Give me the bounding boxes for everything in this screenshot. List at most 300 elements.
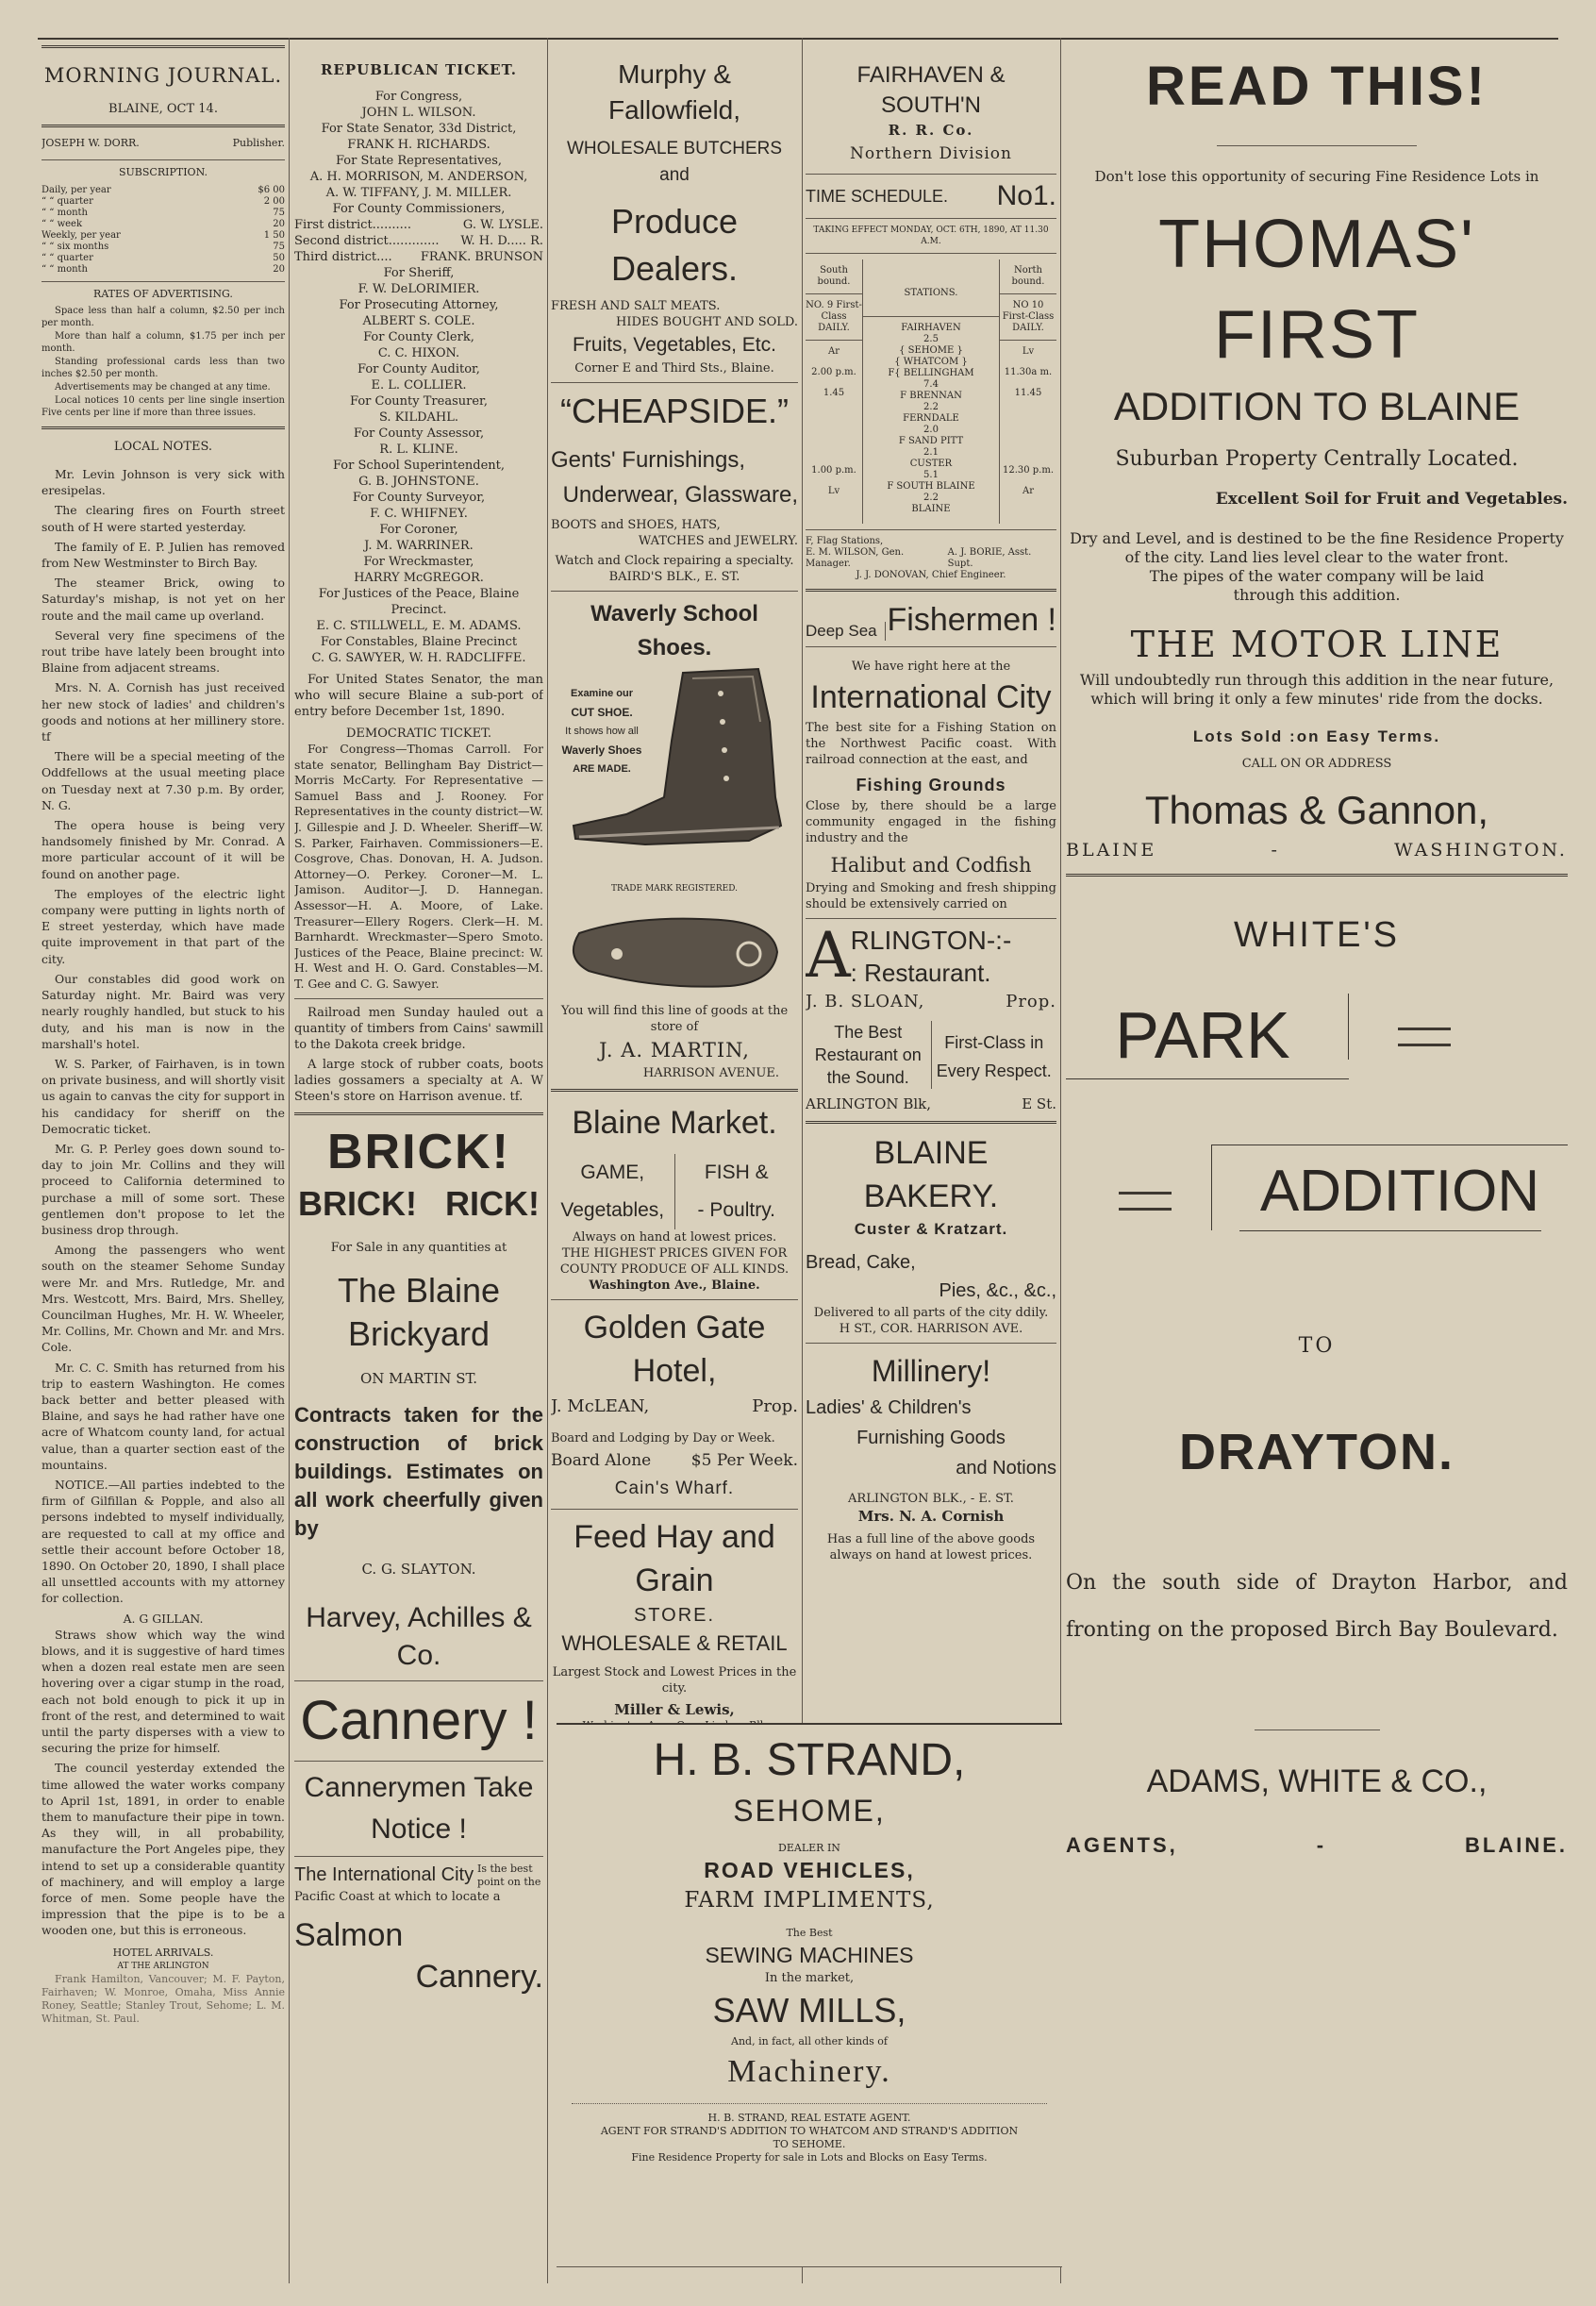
feed-firm: Miller & Lewis, xyxy=(614,1701,735,1718)
fishermen-drying: Drying and Smoking and fresh shipping should be extensively carried on xyxy=(806,881,1056,911)
ticket-line: ALBERT S. COLE. xyxy=(362,314,475,328)
local-note: Mr. G. P. Perley goes down sound to-day to join Mr. Collins and they will proceed to California determined to purchase a mill of some sort. These gentlemen don't propose to let the business drop through. xyxy=(42,1141,285,1237)
rule xyxy=(42,159,285,160)
cheapside-line3: BOOTS and SHOES, HATS, xyxy=(551,518,721,532)
strand-fact: And, in fact, all other kinds of xyxy=(731,2035,888,2047)
ticket-line: For Wreckmaster, xyxy=(363,555,474,569)
waverly-shoe-ad xyxy=(551,665,798,882)
subscription-label: “ “ quarter xyxy=(42,196,93,207)
local-note: Among the passengers who went south on the steamer Sehome Sunday were Mr. and Mrs. Rutledge, Mr. and Mrs. Westcott, Mrs. Baird, Mrs. Shelley, Councilman Hughes, Mr. H. W. Wheeler, Mr. Collins, Mr. Chown and Mr. and Mrs. Cole. xyxy=(42,1243,285,1355)
timetable-time xyxy=(1000,409,1056,465)
waverly-shows: It shows how all xyxy=(565,726,639,737)
blaine-market-right xyxy=(675,1154,799,1229)
strand-agent-2: AGENT FOR STRAND'S ADDITION TO WHATCOM AND STRAND'S ADDITION TO SEHOME. xyxy=(600,2125,1019,2150)
thomas-city-left: BLAINE xyxy=(1066,840,1157,861)
fishermen-close: Close by, there should be a large community engaged in the fishing industry and the xyxy=(806,799,1056,845)
bakery-pies: Pies, &c., &c., xyxy=(939,1280,1056,1301)
golden-gate-price: $5 Per Week. xyxy=(690,1451,798,1470)
ticket-line: For Constables, Blaine Precinct xyxy=(320,635,518,649)
masthead-dateline: BLAINE, OCT 14. xyxy=(108,102,218,116)
feed-stock: Largest Stock and Lowest Prices in the city. xyxy=(552,1665,797,1696)
timetable-stations xyxy=(863,259,1000,524)
brick-owner: C. G. SLAYTON. xyxy=(361,1560,476,1578)
fishermen-title: Fishermen ! xyxy=(887,602,1056,638)
timetable-time: Ar xyxy=(1022,486,1034,496)
railroad-engineer: J. J. DONOVAN, Chief Engineer. xyxy=(856,570,1006,580)
subscription-price: 50 xyxy=(273,253,285,263)
subscription-row xyxy=(42,264,285,276)
thomas-first: THOMAS' FIRST xyxy=(1158,207,1475,373)
cheapside-line5: Watch and Clock repairing a specialty. xyxy=(555,554,794,568)
shoe-sole-illustration-icon xyxy=(551,895,798,999)
arlington-first-2: Every Respect. xyxy=(936,1061,1052,1080)
subscription-price: 20 xyxy=(273,264,285,275)
blaine-market-title: Blaine Market. xyxy=(572,1105,777,1141)
ticket-line: R. L. KLINE. xyxy=(379,443,458,457)
arlington-best-3: the Sound. xyxy=(826,1068,909,1087)
timetable-stations-head: STATIONS. xyxy=(904,288,958,298)
column-rule xyxy=(547,38,548,2283)
local-note: Several very fine specimens of the rout tribe have lately been brought into Blaine from adjacent streams. xyxy=(42,627,285,676)
cannery-intl-note: Is the best point on the xyxy=(477,1862,541,1888)
timetable-time: Ar xyxy=(827,346,840,357)
equals-sign-icon xyxy=(1119,1192,1172,1211)
golden-gate-wharf: Cain's Wharf. xyxy=(614,1479,735,1498)
column-5 xyxy=(1066,38,1568,2283)
strand-ad xyxy=(557,1723,1062,2267)
hotel-arrivals-sub: AT THE ARLINGTON xyxy=(117,1961,209,1971)
cannery-headline: Cannery ! xyxy=(300,1689,538,1751)
waverly-made: ARE MADE. xyxy=(573,763,631,775)
thomas-call: CALL ON OR ADDRESS xyxy=(1241,757,1392,771)
district-name: G. W. LYSLE. xyxy=(462,218,543,232)
ticket-line: J. M. WARRINER. xyxy=(364,539,474,553)
arlington-restaurant: : Restaurant. xyxy=(850,959,991,987)
timetable-south-times xyxy=(806,346,862,507)
waverly-find: You will find this line of goods at the store of xyxy=(560,1004,789,1034)
rates-list xyxy=(42,305,285,419)
strand-vehicles: ROAD VEHICLES, xyxy=(704,1858,915,1882)
ticket-line: For State Senator, 33d District, xyxy=(321,122,517,136)
rule xyxy=(551,591,798,592)
timetable-time: 2.00 p.m. xyxy=(811,367,856,377)
rule xyxy=(806,253,1056,254)
district-label: Third district.... xyxy=(294,250,392,264)
rates-title: RATES OF ADVERTISING. xyxy=(93,288,233,300)
rule xyxy=(42,426,285,429)
brick-headline: BRICK! xyxy=(327,1124,510,1179)
whites-addition: ADDITION xyxy=(1259,1159,1540,1224)
millinery-line3: and Notions xyxy=(956,1458,1056,1479)
waverly-dealer-address: HARRISON AVENUE. xyxy=(642,1066,779,1080)
strand-machinery: Machinery. xyxy=(727,2054,891,2089)
strand-sewing: SEWING MACHINES xyxy=(705,1943,914,1967)
cannery-cannery: Cannery. xyxy=(415,1958,543,1995)
ticket-line: F. W. DeLORIMIER. xyxy=(357,282,480,296)
strand-farm: FARM IMPLIMENTS, xyxy=(684,1888,935,1913)
whites-title: WHITE'S xyxy=(1233,915,1401,955)
timetable-station: FAIRHAVEN xyxy=(901,323,961,333)
subscription-price: 75 xyxy=(273,208,285,218)
subscription-title: SUBSCRIPTION. xyxy=(119,166,208,178)
timetable-station: F SAND PITT xyxy=(898,436,964,446)
hotel-arrivals-text: Frank Hamilton, Vancouver; M. F. Payton, Fairhaven; W. Monroe, Omaha, Miss Annie Roney, Seattle; Stanley Trout, Sehome; L. M. Whitman, St. Paul. xyxy=(42,1972,285,2025)
rate-item: Local notices 10 cents per line single insertion Five cents per line if more than three issues. xyxy=(42,395,285,418)
subscription-label: “ “ six months xyxy=(42,242,109,252)
rate-item: Space less than half a column, $2.50 per inch per month. xyxy=(42,306,285,328)
rule xyxy=(863,316,999,317)
whites-agents-left: AGENTS, xyxy=(1066,1833,1178,1857)
timetable-north-times xyxy=(1000,346,1056,507)
strand-fine: Fine Residence Property for sale in Lots and Blocks on Easy Terms. xyxy=(631,2151,988,2164)
timetable-time: 1.00 p.m. xyxy=(811,465,856,476)
notice-signature: A. G GILLAN. xyxy=(123,1611,204,1626)
timetable-station: F BRENNAN xyxy=(900,391,962,401)
ticket-line: F. C. WHIFNEY. xyxy=(370,507,468,521)
local-note: Mr. Levin Johnson is very sick with eresipelas. xyxy=(42,467,285,498)
millinery-title: Millinery! xyxy=(871,1354,991,1388)
subscription-price: 20 xyxy=(273,219,285,229)
arlington-prop: Prop. xyxy=(1006,992,1056,1011)
ticket-line: For County Auditor, xyxy=(357,362,480,376)
millinery-line2: Furnishing Goods xyxy=(856,1428,1006,1448)
blaine-market-prices: THE HIGHEST PRICES GIVEN FOR COUNTY PRODUCE OF ALL KINDS. xyxy=(559,1246,790,1277)
whites-drayton: DRAYTON. xyxy=(1178,1424,1455,1480)
waverly-title: Waverly School Shoes. xyxy=(590,601,758,660)
thomas-city-mid: - xyxy=(1271,840,1280,861)
commissioner-districts xyxy=(294,217,543,265)
strand-dealer: DEALER IN xyxy=(778,1842,840,1854)
district-row xyxy=(294,249,543,265)
railroad-schedule-row xyxy=(806,180,1056,212)
thomas-soil: Excellent Soil for Fruit and Vegetables. xyxy=(1215,490,1568,509)
cannery-firm: Harvey, Achilles & Co. xyxy=(306,1601,532,1671)
rule xyxy=(806,529,1056,530)
cannery-coast: Pacific Coast at which to locate a xyxy=(294,1889,501,1904)
timetable-station: 2.1 xyxy=(923,447,939,458)
arlington-address-row xyxy=(806,1095,1056,1113)
timetable-time xyxy=(806,409,862,465)
local-note: Mr. C. C. Smith has returned from his trip to eastern Washington. He comes back better and better pleased with Blaine, and says he had rather have one acre of Whatcom county land, for actual value, than a quarter section east of the mountains. xyxy=(42,1360,285,1472)
railroad-schedule: TIME SCHEDULE. xyxy=(806,186,949,206)
thomas-dont: Don't lose this opportunity of securing Fine Residence Lots in xyxy=(1094,168,1539,185)
rule xyxy=(806,1343,1056,1344)
ticket-line: S. KILDAHL. xyxy=(378,410,459,425)
rate-item: More than half a column, $1.75 per inch per month. xyxy=(42,331,285,354)
railroad-managers xyxy=(806,547,1056,570)
whites-agents-row xyxy=(1066,1817,1568,1874)
subscription-price: 1 50 xyxy=(263,230,285,241)
rule xyxy=(551,1299,798,1300)
thomas-motor-line: THE MOTOR LINE xyxy=(1130,624,1504,665)
democratic-ticket-title: DEMOCRATIC TICKET. xyxy=(345,727,492,741)
thomas-dry: Dry and Level, and is destined to be the fine Residence Property of the city. Land lies level clear to the water front. xyxy=(1070,529,1564,566)
rule xyxy=(806,218,1056,219)
whites-south: On the south side of Drayton Harbor, and fronting on the proposed Birch Bay Boulevard. xyxy=(1066,1571,1568,1642)
rule xyxy=(42,281,285,282)
rule xyxy=(551,1089,798,1092)
subscription-row xyxy=(42,185,285,196)
rule xyxy=(806,293,862,294)
subscription-label: “ “ quarter xyxy=(42,253,93,263)
rule xyxy=(294,1680,543,1681)
subscription-price: 2 00 xyxy=(263,196,285,207)
column-rule xyxy=(289,38,290,2283)
local-note: There will be a special meeting of the Oddfellows at the usual meeting place on Tuesday next at 7.30 p.m. By order, N. G. xyxy=(42,749,285,812)
hotel-arrivals-title: HOTEL ARRIVALS. xyxy=(112,1946,214,1959)
fishermen-header xyxy=(806,599,1056,641)
strand-saw: SAW MILLS, xyxy=(712,1991,906,2030)
feed-title: Feed Hay and Grain xyxy=(574,1519,775,1598)
column-2 xyxy=(294,38,543,2283)
railroad-manager-right: A. J. BORIE, Asst. Supt. xyxy=(947,547,1032,569)
golden-gate-price-row xyxy=(551,1446,798,1475)
republican-ticket-lines-2 xyxy=(294,265,543,666)
timetable-south-head: South bound. xyxy=(817,265,851,287)
railroad-manager-left: E. M. WILSON, Gen. Manager. xyxy=(806,547,905,569)
rule xyxy=(42,45,285,48)
timetable-station: CUSTER xyxy=(909,459,953,469)
arlington-first xyxy=(932,1021,1057,1089)
golden-gate-prop: Prop. xyxy=(752,1396,798,1416)
arlington-address-left: ARLINGTON Blk, xyxy=(806,1095,931,1112)
cheapside-line1: Gents' Furnishings, xyxy=(551,447,746,473)
ticket-line: HARRY McGREGOR. xyxy=(354,571,484,585)
railroad-note: Railroad men Sunday hauled out a quantity of timbers from Cains' sawmill to the Dakota creek bridge. xyxy=(294,1005,543,1052)
bakery-address: H ST., COR. HARRISON AVE. xyxy=(839,1322,1023,1336)
millinery-address: ARLINGTON BLK., - E. ST. xyxy=(848,1492,1014,1506)
timetable-north-head: North bound. xyxy=(1011,265,1045,287)
timetable-south xyxy=(806,259,863,524)
blaine-market-grid xyxy=(551,1154,798,1229)
subscription-row xyxy=(42,219,285,230)
blaine-market-fish: FISH & xyxy=(704,1161,769,1183)
district-label: First district.......... xyxy=(294,218,411,232)
murphy-wholesale: WHOLESALE BUTCHERS and xyxy=(566,139,783,185)
publisher-label: Publisher. xyxy=(232,137,285,149)
strand-market: In the market, xyxy=(764,1971,855,1985)
murphy-hides: HIDES BOUGHT AND SOLD. xyxy=(616,315,798,329)
golden-gate-owner-row xyxy=(551,1393,798,1421)
rule xyxy=(551,382,798,383)
rule xyxy=(1000,293,1056,294)
thomas-firm: Thomas & Gannon, xyxy=(1144,788,1489,832)
whites-agents-right: BLAINE. xyxy=(1465,1833,1568,1857)
local-notes-body xyxy=(42,466,285,1939)
murphy-meats: FRESH AND SALT MEATS. xyxy=(551,299,721,313)
subscription-row xyxy=(42,208,285,219)
local-note: The steamer Brick, owing to Saturday's mishap, is not yet on her route and the mail came up overland. xyxy=(42,576,285,623)
brickyard-street: ON MARTIN ST. xyxy=(359,1369,478,1387)
rule xyxy=(551,1509,798,1510)
subscription-row xyxy=(42,242,285,253)
arlington-best xyxy=(806,1021,932,1089)
arlington-initial: A xyxy=(806,919,851,992)
local-note: NOTICE.—All parties indebted to the firm of Gilfillan & Popple, and also all persons indebted to myself individually, are requested to call at my office and settle their account before October 18, 1890. On October 20, 1890, I shall place all unsettled accounts with my attorney for collection. xyxy=(42,1477,285,1606)
timetable-station: 2.0 xyxy=(923,425,939,435)
whites-park-block xyxy=(1066,994,1568,1286)
brick-sub xyxy=(294,1181,543,1227)
strand-place: SEHOME, xyxy=(733,1794,886,1828)
ticket-line: For State Representatives, xyxy=(335,154,503,168)
millinery-owner: Mrs. N. A. Cornish xyxy=(857,1508,1005,1525)
brick-contracts: Contracts taken for the construction of brick buildings. Estimates on all work cheerfully given by xyxy=(294,1402,543,1540)
blaine-market-poultry: - Poultry. xyxy=(697,1199,775,1221)
waverly-shoes: Waverly Shoes xyxy=(561,744,642,757)
strand-name: H. B. STRAND, xyxy=(653,1735,966,1785)
rule xyxy=(806,646,1056,647)
local-note: The clearing fires on Fourth street south of H were started yesterday. xyxy=(42,503,285,534)
whites-to: TO xyxy=(1298,1334,1336,1358)
millinery-line1: Ladies' & Children's xyxy=(806,1397,972,1418)
ticket-line: For Justices of the Peace, Blaine Precinct. xyxy=(318,587,520,617)
ticket-line: A. H. MORRISON, M. ANDERSON, xyxy=(309,170,528,184)
whites-agents-mid: - xyxy=(1316,1833,1327,1857)
timetable-station: FERNDALE xyxy=(903,413,959,424)
subscription-label: Daily, per year xyxy=(42,185,111,195)
local-note: Our constables did good work on Saturday night. Mr. Baird was very nearly roughly handled, but stuck to his duty, and his man is now in the marshall's hotel. xyxy=(42,971,285,1051)
fishermen-best: The best site for a Fishing Station on the Northwest Pacific coast. With railroad connection at the east, and xyxy=(806,721,1056,767)
strand-best: The Best xyxy=(786,1927,833,1939)
golden-gate-owner: J. McLEAN, xyxy=(551,1396,650,1416)
blaine-market-left xyxy=(551,1154,675,1229)
equals-sign-icon xyxy=(1398,1028,1451,1046)
timetable-station: { WHATCOM } xyxy=(894,357,968,367)
ticket-line: C. G. SAWYER, W. H. RADCLIFFE. xyxy=(311,651,526,665)
cheapside-line2: Underwear, Glassware, xyxy=(562,482,798,508)
rate-item: Standing professional cards less than two inches $2.50 per month. xyxy=(42,357,285,379)
rule xyxy=(294,1761,543,1762)
millinery-full: Has a full line of the above goods always on hand at lowest prices. xyxy=(826,1532,1036,1562)
subscription-label: “ “ month xyxy=(42,264,88,275)
railroad-flag: F, Flag Stations, xyxy=(806,536,884,546)
cannery-salmon: Salmon xyxy=(294,1916,404,1953)
arlington-owner-row xyxy=(806,989,1056,1015)
timetable-station: F{ BELLINGHAM xyxy=(888,368,974,378)
thomas-read-this: READ THIS! xyxy=(1146,56,1488,117)
district-label: Second district............. xyxy=(294,234,440,248)
thomas-will: Will undoubtedly run through this addition in the near future, which will bring it only a few minutes' ride from the docks. xyxy=(1079,671,1554,708)
local-note: The council yesterday extended the time allowed the water works company to April 1st, 1891, in order to enable them to manufacture their pipe in town. As they will, in all probability, manufacture the Port Angeles pipe, they intend to set up a considerable quantity of machinery, and will employ a large force of men. Some people have the impression that the pipe is to be a wooden one, but this is erroneous. xyxy=(42,1761,285,1938)
ticket-line: JOHN L. WILSON. xyxy=(361,106,476,120)
whites-park-frame xyxy=(1066,994,1349,1079)
timetable xyxy=(806,259,1056,524)
timetable-station: 2.2 xyxy=(923,402,939,412)
rule xyxy=(572,2103,1047,2104)
bakery-delivered: Delivered to all parts of the city ddily. xyxy=(813,1306,1049,1320)
blaine-market-address: Washington Ave., Blaine. xyxy=(589,1278,760,1293)
rule xyxy=(1217,145,1418,146)
waverly-examine: Examine our xyxy=(570,688,634,699)
arlington-best-1: The Best xyxy=(834,1023,903,1042)
publisher-name: JOSEPH W. DORR. xyxy=(42,137,140,149)
waverly-dealer: J. A. MARTIN, xyxy=(599,1039,750,1061)
golden-gate-name: Golden Gate Hotel, xyxy=(583,1310,766,1389)
ticket-line: For County Commissioners, xyxy=(332,202,506,216)
arlington-header-text xyxy=(851,925,1012,989)
thomas-pipes: The pipes of the water company will be laid through this addition. xyxy=(1149,567,1485,604)
subscription-label: “ “ month xyxy=(42,208,88,218)
timetable-time: 11.30a m. xyxy=(1004,367,1053,377)
ticket-line: C. C. HIXON. xyxy=(377,346,460,360)
arlington-best-2: Restaurant on xyxy=(814,1045,922,1064)
subscription-label: “ “ week xyxy=(42,219,83,229)
subscription-price: 75 xyxy=(273,242,285,252)
district-row xyxy=(294,233,543,249)
fishermen-intro: We have right here at the xyxy=(851,660,1011,674)
waverly-trade-mark: TRADE MARK REGISTERED. xyxy=(611,884,738,894)
timetable-south-no: NO. 9 First-Class DAILY. xyxy=(806,300,862,333)
rule xyxy=(806,340,862,341)
arlington-rlington: RLINGTON-:- xyxy=(850,926,1012,955)
masthead-title: MORNING JOURNAL. xyxy=(43,64,283,87)
murphy-fruits: Fruits, Vegetables, Etc. xyxy=(573,334,776,356)
timetable-time: 11.45 xyxy=(1014,388,1042,398)
local-note: Mrs. N. A. Cornish has just received her new stock of ladies' and children's goods and notions at her millinery store. tf xyxy=(42,680,285,744)
thomas-city-right: WASHINGTON. xyxy=(1394,840,1568,861)
fishermen-deep: Deep Sea xyxy=(806,622,886,641)
brick-sub-right: RICK! xyxy=(445,1183,540,1223)
timetable-station: BLAINE xyxy=(911,504,951,514)
arlington-address-right: E St. xyxy=(1022,1095,1056,1112)
ticket-line: G. B. JOHNSTONE. xyxy=(358,475,479,489)
whites-agents: ADAMS, WHITE & CO., xyxy=(1146,1763,1488,1799)
murphy-name: Murphy & Fallowfield, xyxy=(607,59,741,125)
local-note: The employes of the electric light company were putting in lights north of E street yesterday, which have made quite improvement in that part of the city. xyxy=(42,886,285,966)
rule xyxy=(294,1856,543,1857)
rule xyxy=(1066,874,1568,877)
democratic-ticket-text: For Congress—Thomas Carroll. For state senator, Bellingham Bay District—Morris McCarty. For Representative —Samuel Bass and J. Rooney. For Representatives in the county district—W. J. Gillespie and J. D. Wheeler. Sheriff—W. S. Parker, Fairhaven. Commissioners—E. Cosgrove, Chas. Donovan, H. A. Judson. Attorney—O. Perkey. Coroner—M. L. Jamison. Auditor—J. D. Hannegan. Assessor—H. A. Moore, of Lake. Treasurer—Ellery Rogers. Clerk—H. M. Barnhardt. Wreckmaster—Spero Smoto. Justices of the Peace, Blaine precinct: W. H. West and H. O. Gard. Constables—M. T. Gee and C. G. Sawyer. xyxy=(294,742,543,991)
strand-agent: H. B. STRAND, REAL ESTATE AGENT. xyxy=(707,2112,911,2124)
bakery-bread: Bread, Cake, xyxy=(806,1252,916,1273)
fishermen-halibut: Halibut and Codfish xyxy=(830,854,1032,877)
thomas-addition: ADDITION TO BLAINE xyxy=(1113,384,1521,428)
arlington-first-1: First-Class in xyxy=(944,1033,1044,1052)
arlington-owner: J. B. SLOAN, xyxy=(806,992,925,1011)
subscription-row xyxy=(42,253,285,264)
district-name: FRANK. BRUNSON xyxy=(420,250,543,264)
fishermen-grounds: Fishing Grounds xyxy=(856,776,1006,794)
arlington-features xyxy=(806,1021,1056,1089)
blaine-market-always: Always on hand at lowest prices. xyxy=(572,1230,777,1245)
ticket-line: For County Clerk, xyxy=(363,330,474,344)
local-note: The family of E. P. Julien has removed from New Westminster to Birch Bay. xyxy=(42,539,285,571)
subscription-row xyxy=(42,196,285,208)
feed-store: STORE. xyxy=(633,1605,716,1626)
local-notes-title: LOCAL NOTES. xyxy=(113,440,213,454)
bakery-firm: Custer & Kratzart. xyxy=(854,1220,1008,1238)
timetable-station: 2.5 xyxy=(923,334,939,344)
fishermen-city: International City xyxy=(810,679,1052,715)
thomas-lots: Lots Sold :on Easy Terms. xyxy=(1192,727,1441,745)
thomas-suburban: Suburban Property Centrally Located. xyxy=(1115,447,1519,471)
waverly-cut: CUT SHOE. xyxy=(571,706,633,719)
brick-for-sale: For Sale in any quantities at xyxy=(330,1240,507,1255)
ticket-line: FRANK H. RICHARDS. xyxy=(347,138,490,152)
ticket-line: For Prosecuting Attorney, xyxy=(339,298,499,312)
ticket-line: For Coroner, xyxy=(379,523,458,537)
republican-ticket-title: REPUBLICAN TICKET. xyxy=(320,61,518,78)
railroad-division: Northern Division xyxy=(849,144,1012,163)
whites-addition-frame xyxy=(1211,1145,1568,1240)
rule xyxy=(806,589,1056,592)
cheapside-line4: WATCHES and JEWELRY. xyxy=(638,534,798,548)
timetable-station: F SOUTH BLAINE xyxy=(887,481,975,492)
senator-note: For United States Senator, the man who will secure Blaine a sub-port of entry before December 1st, 1890. xyxy=(294,673,543,719)
timetable-station: 2.2 xyxy=(923,493,939,503)
subscription-price: $6 00 xyxy=(258,185,285,195)
arlington-header xyxy=(806,919,1056,992)
